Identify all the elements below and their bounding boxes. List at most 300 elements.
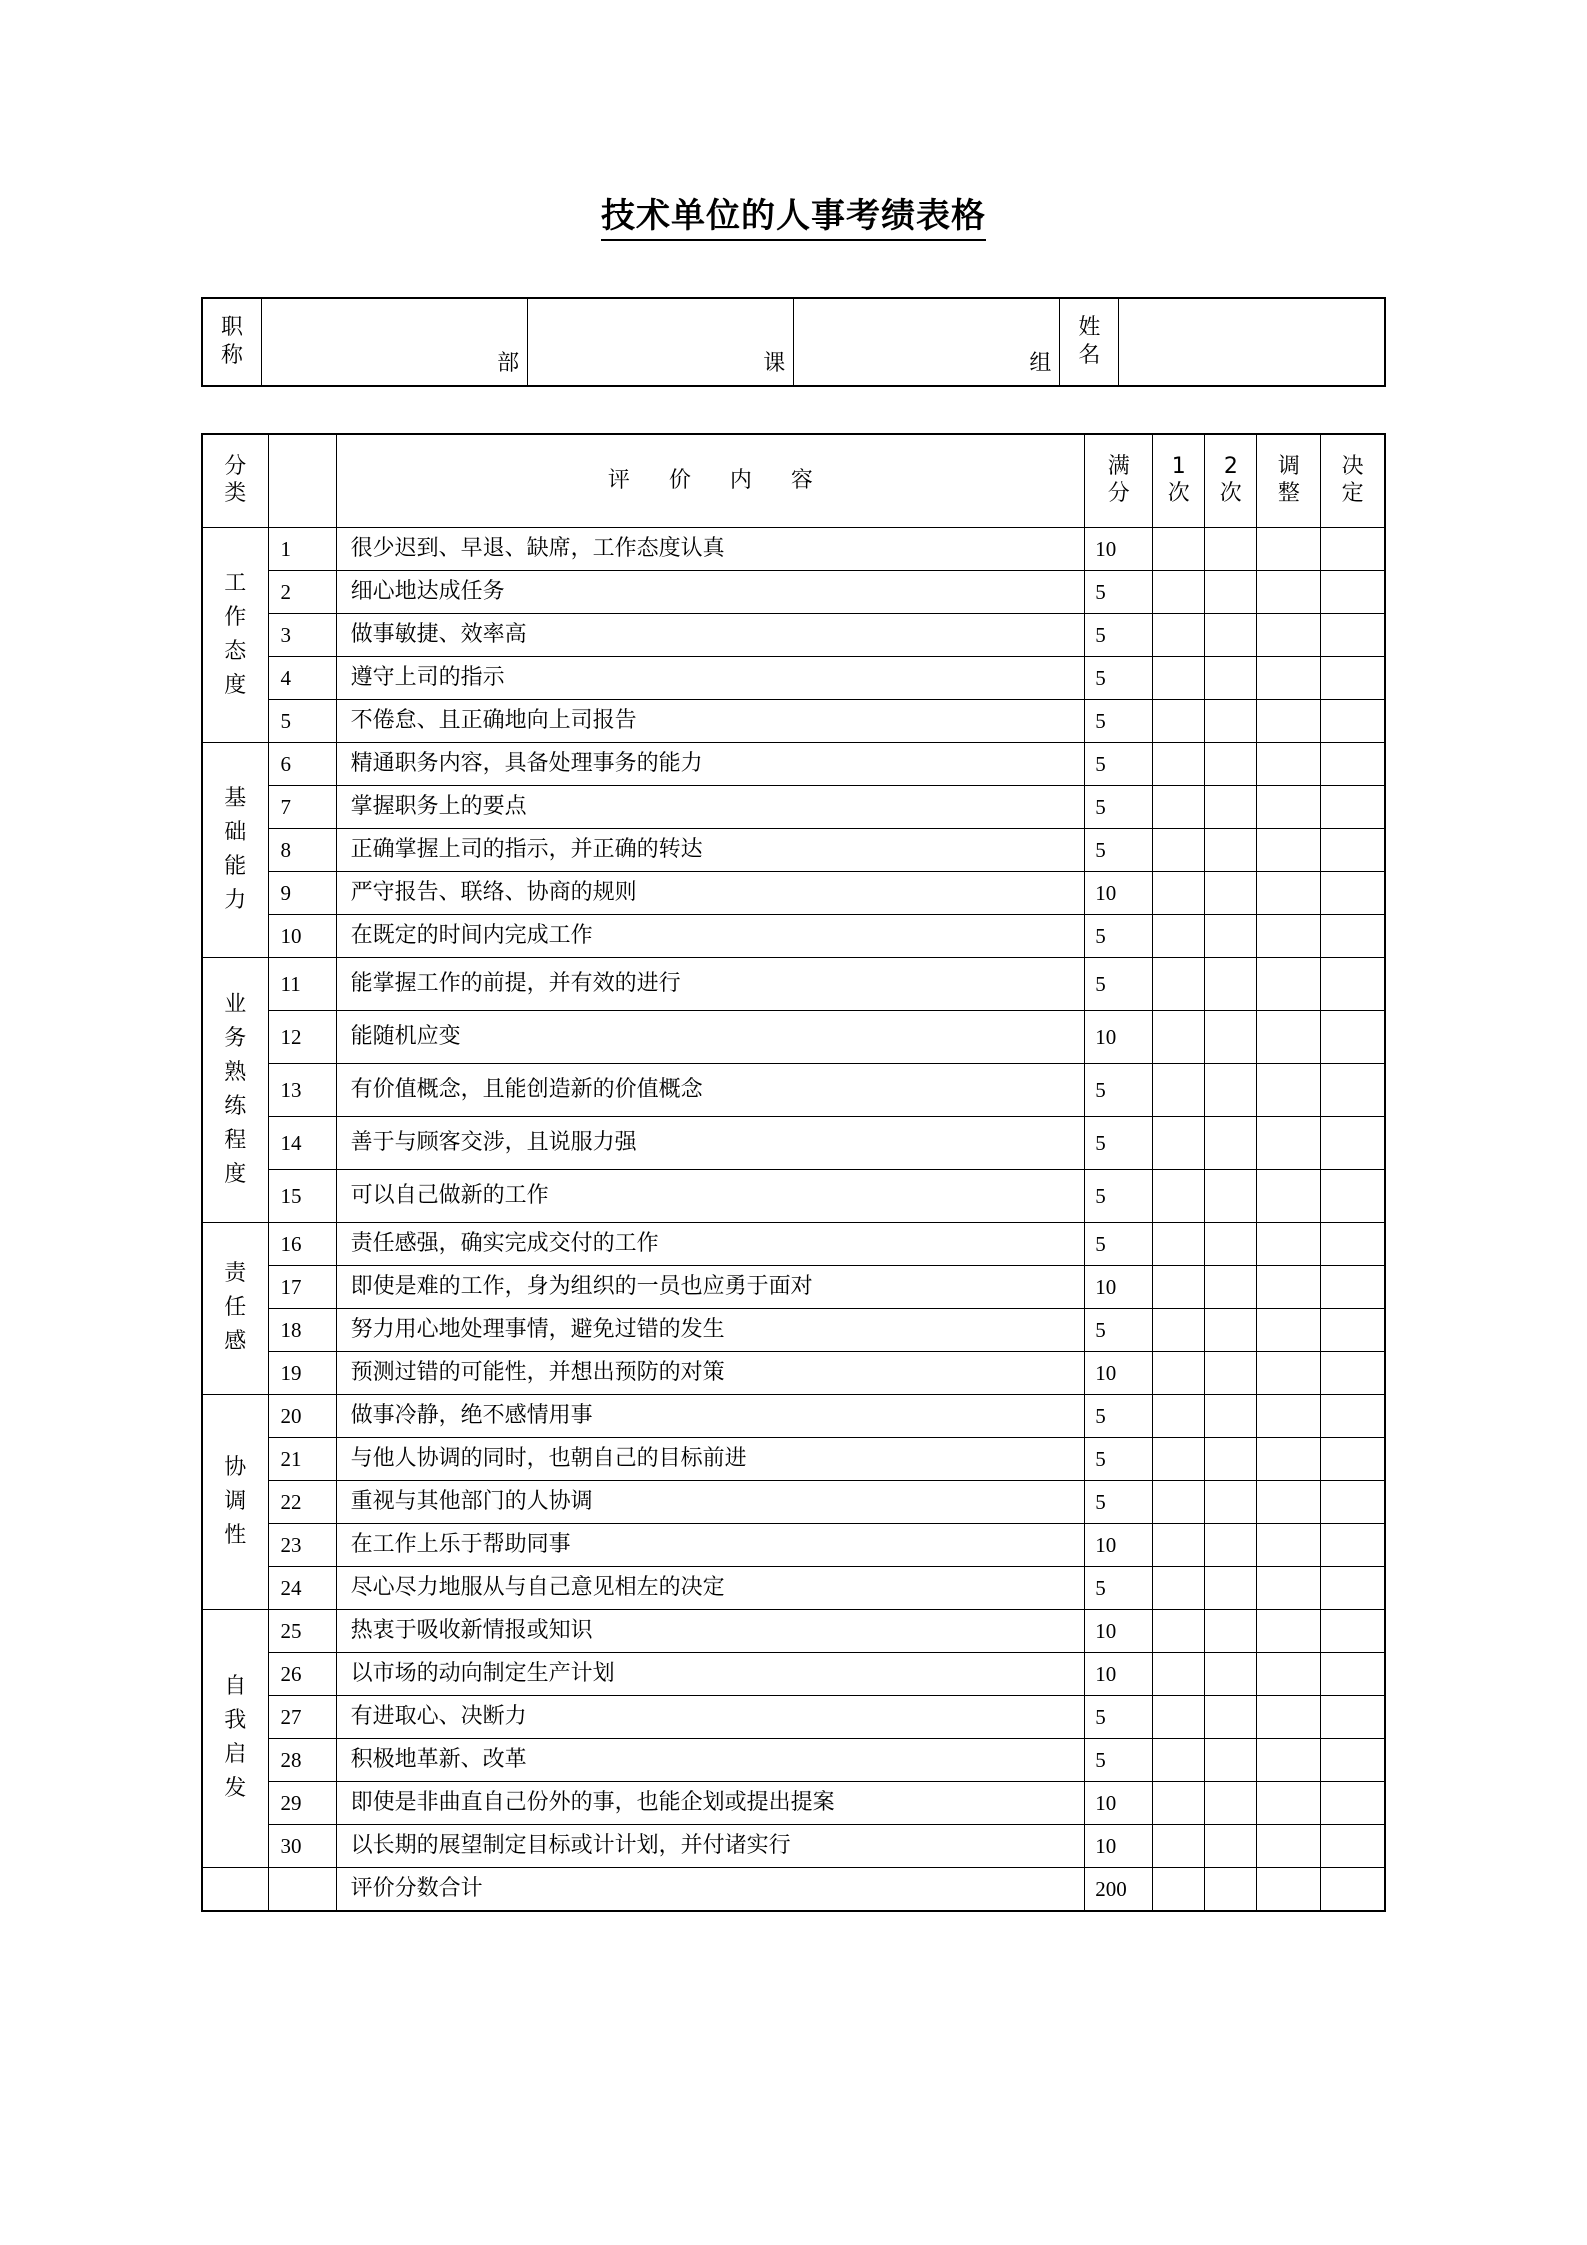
- category-char: 感: [224, 1329, 247, 1355]
- row-number-cell: 14: [268, 1116, 336, 1169]
- adjust-cell[interactable]: [1257, 1010, 1321, 1063]
- row-number-cell: 29: [268, 1781, 336, 1824]
- full-score-cell: 5: [1085, 570, 1153, 613]
- adjust-cell[interactable]: [1257, 1169, 1321, 1222]
- adjust-cell[interactable]: [1257, 1695, 1321, 1738]
- row-number-cell: 25: [268, 1609, 336, 1652]
- second-round-cell[interactable]: [1205, 527, 1257, 570]
- category-char: 力: [224, 887, 247, 913]
- second-round-cell[interactable]: [1205, 1523, 1257, 1566]
- row-number-cell: 7: [268, 785, 336, 828]
- category-cell-1: [202, 527, 268, 742]
- table-row: [202, 1308, 1385, 1351]
- table-row: [202, 785, 1385, 828]
- decide-cell[interactable]: [1321, 1116, 1385, 1169]
- decide-cell[interactable]: [1321, 1781, 1385, 1824]
- adjust-cell[interactable]: [1257, 1351, 1321, 1394]
- header-full-score: [1085, 434, 1153, 528]
- category-char: 能: [224, 853, 247, 879]
- full-score-cell: 10: [1085, 527, 1153, 570]
- category-char: 程: [224, 1127, 247, 1153]
- first-round-cell[interactable]: [1153, 1480, 1205, 1523]
- full-score-cell: 5: [1085, 914, 1153, 957]
- decide-cell[interactable]: [1321, 1010, 1385, 1063]
- decide-cell[interactable]: [1321, 1652, 1385, 1695]
- table-row: [202, 742, 1385, 785]
- evaluation-item-cell: 不倦怠、且正确地向上司报告: [336, 699, 1085, 742]
- full-score-cell: 5: [1085, 1566, 1153, 1609]
- second-round-cell[interactable]: [1205, 1695, 1257, 1738]
- total-row: [202, 1867, 1385, 1911]
- second-round-cell[interactable]: [1205, 613, 1257, 656]
- header-decide-char-2: 定: [1341, 480, 1364, 506]
- decide-cell[interactable]: [1321, 1437, 1385, 1480]
- decide-cell[interactable]: [1321, 957, 1385, 1010]
- table-row: [202, 1265, 1385, 1308]
- full-score-cell: 10: [1085, 1010, 1153, 1063]
- name-value-field[interactable]: [1119, 298, 1385, 386]
- second-round-cell[interactable]: [1205, 785, 1257, 828]
- row-number-cell: 1: [268, 527, 336, 570]
- header-decide-char-1: 决: [1341, 454, 1364, 480]
- full-score-cell: 5: [1085, 828, 1153, 871]
- row-number-cell: 5: [268, 699, 336, 742]
- row-number-cell: 8: [268, 828, 336, 871]
- section-field[interactable]: 课: [528, 298, 794, 386]
- title-container: [0, 0, 1587, 241]
- decide-cell[interactable]: [1321, 1308, 1385, 1351]
- first-round-cell[interactable]: [1153, 1652, 1205, 1695]
- adjust-cell[interactable]: [1257, 1394, 1321, 1437]
- second-round-cell[interactable]: [1205, 1652, 1257, 1695]
- evaluation-item-cell: 可以自己做新的工作: [336, 1169, 1085, 1222]
- category-char: 协: [224, 1454, 247, 1480]
- category-char: 练: [224, 1093, 247, 1119]
- row-number-cell: 19: [268, 1351, 336, 1394]
- first-round-cell[interactable]: [1153, 1738, 1205, 1781]
- category-char: 启: [224, 1742, 247, 1768]
- evaluation-item-cell: 重视与其他部门的人协调: [336, 1480, 1085, 1523]
- evaluation-item-cell: 做事冷静，绝不感情用事: [336, 1394, 1085, 1437]
- table-row: [202, 1480, 1385, 1523]
- row-number-cell: 18: [268, 1308, 336, 1351]
- evaluation-item-cell: 尽心尽力地服从与自己意见相左的决定: [336, 1566, 1085, 1609]
- adjust-cell[interactable]: [1257, 871, 1321, 914]
- decide-cell[interactable]: [1321, 1222, 1385, 1265]
- full-score-cell: 5: [1085, 656, 1153, 699]
- decide-cell[interactable]: [1321, 1523, 1385, 1566]
- table-row: [202, 570, 1385, 613]
- table-row: [202, 1738, 1385, 1781]
- second-round-cell[interactable]: [1205, 742, 1257, 785]
- category-char: 务: [224, 1025, 247, 1051]
- evaluation-item-cell: 很少迟到、早退、缺席，工作态度认真: [336, 527, 1085, 570]
- category-char: 度: [224, 1161, 247, 1187]
- second-round-cell[interactable]: [1205, 957, 1257, 1010]
- decide-cell[interactable]: [1321, 656, 1385, 699]
- evaluation-item-cell: 即使是非曲直自己份外的事，也能企划或提出提案: [336, 1781, 1085, 1824]
- decide-cell[interactable]: [1321, 613, 1385, 656]
- adjust-cell[interactable]: [1257, 1566, 1321, 1609]
- adjust-cell[interactable]: [1257, 828, 1321, 871]
- decide-cell[interactable]: [1321, 527, 1385, 570]
- name-label: [1060, 298, 1119, 386]
- header-second-round-char-2: 次: [1219, 480, 1242, 506]
- full-score-cell: 10: [1085, 1652, 1153, 1695]
- first-round-cell[interactable]: [1153, 1265, 1205, 1308]
- adjust-cell[interactable]: [1257, 1738, 1321, 1781]
- identity-title-label-char-2: 称: [220, 342, 243, 368]
- second-round-cell[interactable]: [1205, 1437, 1257, 1480]
- evaluation-item-cell: 努力用心地处理事情，避免过错的发生: [336, 1308, 1085, 1351]
- evaluation-item-cell: 有进取心、决断力: [336, 1695, 1085, 1738]
- evaluation-item-cell: 预测过错的可能性，并想出预防的对策: [336, 1351, 1085, 1394]
- category-char: 基: [224, 785, 247, 811]
- category-char: 熟: [224, 1059, 247, 1085]
- table-row: [202, 1609, 1385, 1652]
- first-round-cell[interactable]: [1153, 1437, 1205, 1480]
- category-cell-3: [202, 957, 268, 1222]
- decide-cell[interactable]: [1321, 828, 1385, 871]
- table-row: [202, 1523, 1385, 1566]
- evaluation-item-cell: 热衷于吸收新情报或知识: [336, 1609, 1085, 1652]
- decide-cell[interactable]: [1321, 1169, 1385, 1222]
- evaluation-item-cell: 以长期的展望制定目标或计计划，并付诸实行: [336, 1824, 1085, 1867]
- category-cell-6: [202, 1609, 268, 1867]
- evaluation-item-cell: 精通职务内容，具备处理事务的能力: [336, 742, 1085, 785]
- first-round-cell[interactable]: [1153, 1116, 1205, 1169]
- decide-cell[interactable]: [1321, 1824, 1385, 1867]
- category-char: 发: [224, 1776, 247, 1802]
- row-number-cell: 24: [268, 1566, 336, 1609]
- table-row: [202, 1351, 1385, 1394]
- table-header-row: [202, 434, 1385, 528]
- adjust-cell[interactable]: [1257, 742, 1321, 785]
- decide-cell[interactable]: [1321, 699, 1385, 742]
- adjust-cell[interactable]: [1257, 1308, 1321, 1351]
- first-round-cell[interactable]: [1153, 1222, 1205, 1265]
- adjust-cell[interactable]: [1257, 1609, 1321, 1652]
- first-round-cell[interactable]: [1153, 1010, 1205, 1063]
- category-char: 调: [224, 1488, 247, 1514]
- evaluation-item-cell: 能掌握工作的前提，并有效的进行: [336, 957, 1085, 1010]
- decide-cell[interactable]: [1321, 570, 1385, 613]
- header-decide: [1321, 434, 1385, 528]
- second-round-cell[interactable]: [1205, 1351, 1257, 1394]
- decide-cell[interactable]: [1321, 1566, 1385, 1609]
- adjust-cell[interactable]: [1257, 785, 1321, 828]
- total-category-blank: [202, 1867, 268, 1911]
- category-cell-4: [202, 1222, 268, 1394]
- row-number-cell: 6: [268, 742, 336, 785]
- second-round-cell[interactable]: [1205, 1116, 1257, 1169]
- decide-cell[interactable]: [1321, 871, 1385, 914]
- row-number-cell: 16: [268, 1222, 336, 1265]
- second-round-cell[interactable]: [1205, 1738, 1257, 1781]
- evaluation-item-cell: 在既定的时间内完成工作: [336, 914, 1085, 957]
- category-char: 自: [224, 1674, 247, 1700]
- full-score-cell: 5: [1085, 1116, 1153, 1169]
- adjust-cell[interactable]: [1257, 1781, 1321, 1824]
- header-adjust-char-2: 整: [1277, 480, 1300, 506]
- decide-cell[interactable]: [1321, 1609, 1385, 1652]
- second-round-cell[interactable]: [1205, 1222, 1257, 1265]
- adjust-cell[interactable]: [1257, 613, 1321, 656]
- name-label-char-1: 姓: [1078, 315, 1101, 341]
- full-score-cell: 5: [1085, 1480, 1153, 1523]
- header-category-char-1: 分: [224, 454, 247, 480]
- row-number-cell: 21: [268, 1437, 336, 1480]
- table-row: [202, 914, 1385, 957]
- second-round-cell[interactable]: [1205, 1480, 1257, 1523]
- first-round-cell[interactable]: [1153, 613, 1205, 656]
- decide-cell[interactable]: [1321, 1351, 1385, 1394]
- category-char: 任: [224, 1295, 247, 1321]
- total-second-round-cell[interactable]: [1205, 1867, 1257, 1911]
- second-round-cell[interactable]: [1205, 1169, 1257, 1222]
- header-first-round: [1153, 434, 1205, 528]
- table-row: [202, 1010, 1385, 1063]
- department-field[interactable]: 部: [262, 298, 528, 386]
- decide-cell[interactable]: [1321, 785, 1385, 828]
- full-score-cell: 10: [1085, 871, 1153, 914]
- full-score-cell: 5: [1085, 957, 1153, 1010]
- decide-cell[interactable]: [1321, 1480, 1385, 1523]
- table-row: [202, 871, 1385, 914]
- category-char: 性: [224, 1522, 247, 1548]
- header-first-round-char-2: 次: [1167, 480, 1190, 506]
- evaluation-item-cell: 以市场的动向制定生产计划: [336, 1652, 1085, 1695]
- full-score-cell: 5: [1085, 699, 1153, 742]
- evaluation-item-cell: 细心地达成任务: [336, 570, 1085, 613]
- table-row: [202, 1394, 1385, 1437]
- header-second-round-char-1: 2: [1223, 454, 1238, 480]
- header-category-char-2: 类: [224, 480, 247, 506]
- total-score-cell: 200: [1085, 1867, 1153, 1911]
- evaluation-item-cell: 与他人协调的同时，也朝自己的目标前进: [336, 1437, 1085, 1480]
- adjust-cell[interactable]: [1257, 957, 1321, 1010]
- category-char: 工: [224, 570, 247, 596]
- evaluation-item-cell: 在工作上乐于帮助同事: [336, 1523, 1085, 1566]
- adjust-cell[interactable]: [1257, 570, 1321, 613]
- row-number-cell: 27: [268, 1695, 336, 1738]
- header-adjust: [1257, 434, 1321, 528]
- table-row: [202, 656, 1385, 699]
- second-round-cell[interactable]: [1205, 1010, 1257, 1063]
- table-row: [202, 699, 1385, 742]
- adjust-cell[interactable]: [1257, 1437, 1321, 1480]
- page-title: 技术单位的人事考绩表格: [601, 196, 986, 241]
- total-adjust-cell[interactable]: [1257, 1867, 1321, 1911]
- table-row: [202, 1116, 1385, 1169]
- evaluation-item-cell: 积极地革新、改革: [336, 1738, 1085, 1781]
- adjust-cell[interactable]: [1257, 699, 1321, 742]
- first-round-cell[interactable]: [1153, 1781, 1205, 1824]
- adjust-cell[interactable]: [1257, 1116, 1321, 1169]
- full-score-cell: 10: [1085, 1609, 1153, 1652]
- table-row: [202, 828, 1385, 871]
- identity-table-body: [202, 298, 1385, 386]
- header-first-round-char-1: 1: [1171, 454, 1186, 480]
- identity-title-label: [202, 298, 262, 386]
- group-field[interactable]: 组: [794, 298, 1060, 386]
- category-cell-5: [202, 1394, 268, 1609]
- header-content: 评 价 内 容: [336, 434, 1085, 528]
- first-round-cell[interactable]: [1153, 1609, 1205, 1652]
- second-round-cell[interactable]: [1205, 1265, 1257, 1308]
- first-round-cell[interactable]: [1153, 656, 1205, 699]
- full-score-cell: 5: [1085, 785, 1153, 828]
- table-row: [202, 1566, 1385, 1609]
- header-full-score-char-1: 满: [1107, 454, 1130, 480]
- category-char: 态: [224, 638, 247, 664]
- total-decide-cell[interactable]: [1321, 1867, 1385, 1911]
- second-round-cell[interactable]: [1205, 914, 1257, 957]
- evaluation-item-cell: 责任感强，确实完成交付的工作: [336, 1222, 1085, 1265]
- category-char: 作: [224, 604, 247, 630]
- decide-cell[interactable]: [1321, 1738, 1385, 1781]
- table-row: [202, 1063, 1385, 1116]
- second-round-cell[interactable]: [1205, 1394, 1257, 1437]
- adjust-cell[interactable]: [1257, 1222, 1321, 1265]
- full-score-cell: 5: [1085, 1063, 1153, 1116]
- row-number-cell: 2: [268, 570, 336, 613]
- first-round-cell[interactable]: [1153, 1824, 1205, 1867]
- decide-cell[interactable]: [1321, 1695, 1385, 1738]
- row-number-cell: 12: [268, 1010, 336, 1063]
- full-score-cell: 5: [1085, 1308, 1153, 1351]
- second-round-cell[interactable]: [1205, 828, 1257, 871]
- second-round-cell[interactable]: [1205, 1063, 1257, 1116]
- header-full-score-char-2: 分: [1107, 480, 1130, 506]
- second-round-cell[interactable]: [1205, 656, 1257, 699]
- first-round-cell[interactable]: [1153, 828, 1205, 871]
- first-round-cell[interactable]: [1153, 527, 1205, 570]
- table-row: [202, 1222, 1385, 1265]
- row-number-cell: 26: [268, 1652, 336, 1695]
- full-score-cell: 5: [1085, 1169, 1153, 1222]
- adjust-cell[interactable]: [1257, 527, 1321, 570]
- adjust-cell[interactable]: [1257, 1480, 1321, 1523]
- full-score-cell: 5: [1085, 742, 1153, 785]
- header-adjust-char-1: 调: [1277, 454, 1300, 480]
- row-number-cell: 10: [268, 914, 336, 957]
- second-round-cell[interactable]: [1205, 1566, 1257, 1609]
- category-cell-2: [202, 742, 268, 957]
- first-round-cell[interactable]: [1153, 871, 1205, 914]
- evaluation-item-cell: 正确掌握上司的指示，并正确的转达: [336, 828, 1085, 871]
- evaluation-item-cell: 掌握职务上的要点: [336, 785, 1085, 828]
- full-score-cell: 10: [1085, 1824, 1153, 1867]
- first-round-cell[interactable]: [1153, 742, 1205, 785]
- identity-title-label-char-1: 职: [220, 315, 243, 341]
- table-row: [202, 1437, 1385, 1480]
- decide-cell[interactable]: [1321, 914, 1385, 957]
- second-round-cell[interactable]: [1205, 1308, 1257, 1351]
- category-char: 责: [224, 1261, 247, 1287]
- adjust-cell[interactable]: [1257, 1063, 1321, 1116]
- first-round-cell[interactable]: [1153, 1523, 1205, 1566]
- full-score-cell: 10: [1085, 1523, 1153, 1566]
- row-number-cell: 3: [268, 613, 336, 656]
- header-second-round: [1205, 434, 1257, 528]
- second-round-cell[interactable]: [1205, 1781, 1257, 1824]
- full-score-cell: 5: [1085, 1695, 1153, 1738]
- first-round-cell[interactable]: [1153, 1695, 1205, 1738]
- first-round-cell[interactable]: [1153, 1308, 1205, 1351]
- table-row: [202, 1652, 1385, 1695]
- category-char: 业: [224, 991, 247, 1017]
- adjust-cell[interactable]: [1257, 1523, 1321, 1566]
- row-number-cell: 20: [268, 1394, 336, 1437]
- decide-cell[interactable]: [1321, 1265, 1385, 1308]
- row-number-cell: 15: [268, 1169, 336, 1222]
- first-round-cell[interactable]: [1153, 570, 1205, 613]
- evaluation-item-cell: 能随机应变: [336, 1010, 1085, 1063]
- row-number-cell: 22: [268, 1480, 336, 1523]
- row-number-cell: 17: [268, 1265, 336, 1308]
- header-category: [202, 434, 268, 528]
- identity-row: [202, 298, 1385, 386]
- category-char: 础: [224, 819, 247, 845]
- row-number-cell: 11: [268, 957, 336, 1010]
- second-round-cell[interactable]: [1205, 1824, 1257, 1867]
- full-score-cell: 10: [1085, 1351, 1153, 1394]
- full-score-cell: 5: [1085, 613, 1153, 656]
- evaluation-table-body: [202, 434, 1385, 1911]
- adjust-cell[interactable]: [1257, 1652, 1321, 1695]
- full-score-cell: 5: [1085, 1738, 1153, 1781]
- first-round-cell[interactable]: [1153, 1063, 1205, 1116]
- first-round-cell[interactable]: [1153, 699, 1205, 742]
- decide-cell[interactable]: [1321, 742, 1385, 785]
- evaluation-item-cell: 有价值概念，且能创造新的价值概念: [336, 1063, 1085, 1116]
- second-round-cell[interactable]: [1205, 871, 1257, 914]
- first-round-cell[interactable]: [1153, 1351, 1205, 1394]
- evaluation-item-cell: 即使是难的工作，身为组织的一员也应勇于面对: [336, 1265, 1085, 1308]
- evaluation-item-cell: 善于与顾客交涉，且说服力强: [336, 1116, 1085, 1169]
- total-first-round-cell[interactable]: [1153, 1867, 1205, 1911]
- first-round-cell[interactable]: [1153, 957, 1205, 1010]
- first-round-cell[interactable]: [1153, 914, 1205, 957]
- second-round-cell[interactable]: [1205, 1609, 1257, 1652]
- category-char: 度: [224, 672, 247, 698]
- full-score-cell: 10: [1085, 1781, 1153, 1824]
- header-number: [268, 434, 336, 528]
- first-round-cell[interactable]: [1153, 1394, 1205, 1437]
- adjust-cell[interactable]: [1257, 914, 1321, 957]
- evaluation-item-cell: 遵守上司的指示: [336, 656, 1085, 699]
- second-round-cell[interactable]: [1205, 699, 1257, 742]
- adjust-cell[interactable]: [1257, 1265, 1321, 1308]
- full-score-cell: 10: [1085, 1265, 1153, 1308]
- category-char: 我: [224, 1708, 247, 1734]
- decide-cell[interactable]: [1321, 1394, 1385, 1437]
- total-label-cell: 评价分数合计: [336, 1867, 1085, 1911]
- full-score-cell: 5: [1085, 1394, 1153, 1437]
- table-row: [202, 613, 1385, 656]
- row-number-cell: 23: [268, 1523, 336, 1566]
- table-row: [202, 1824, 1385, 1867]
- second-round-cell[interactable]: [1205, 570, 1257, 613]
- decide-cell[interactable]: [1321, 1063, 1385, 1116]
- table-row: [202, 527, 1385, 570]
- first-round-cell[interactable]: [1153, 1566, 1205, 1609]
- adjust-cell[interactable]: [1257, 656, 1321, 699]
- first-round-cell[interactable]: [1153, 1169, 1205, 1222]
- adjust-cell[interactable]: [1257, 1824, 1321, 1867]
- first-round-cell[interactable]: [1153, 785, 1205, 828]
